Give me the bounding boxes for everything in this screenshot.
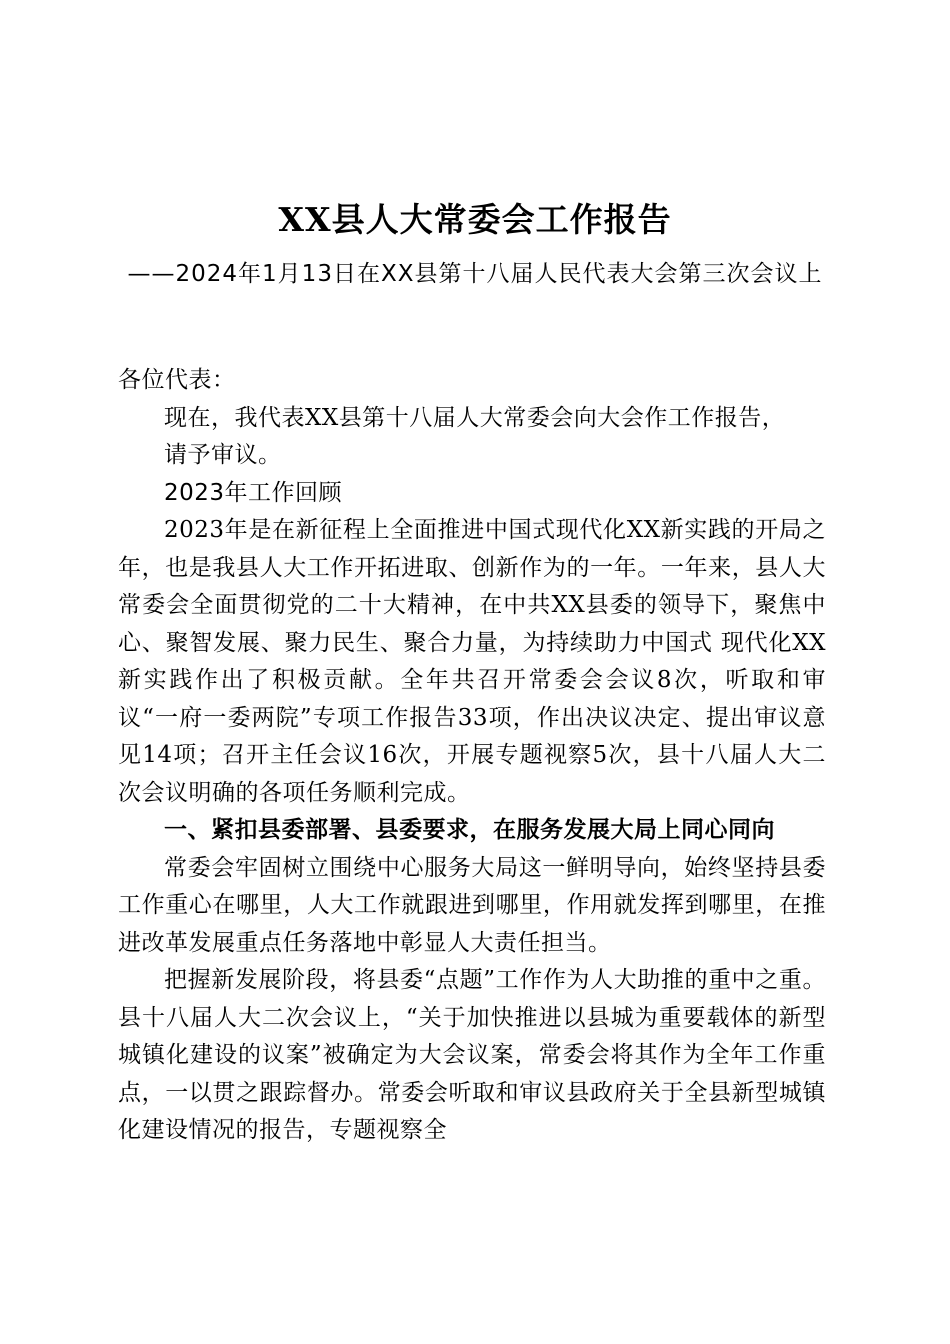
paragraph-request: 请予审议。 xyxy=(164,442,282,468)
section-heading-one: 一、紧扣县委部署、县委要求，在服务发展大局上同心同向 xyxy=(164,817,775,843)
paragraph-urbanization: 把握新发展阶段，将县委“点题”工作作为人大助推的重中之重。县十八届人大二次会议上，“关于加快推进以县城为重要载体的新型城镇化建设的议案”被确定为大会议案，常委会将其作为全年工作重点，一以贯之跟踪督办。常委会听取和审议县政府关于全县新型城镇化建设情况的报告，专题视察全 xyxy=(118,967,826,1143)
document-title: XX县人大常委会工作报告 xyxy=(278,200,672,239)
salutation: 各位代表： xyxy=(118,367,236,393)
paragraph-service: 常委会牢固树立围绕中心服务大局这一鲜明导向，始终坚持县委工作重心在哪里，人大工作就跟进到哪里，作用就发挥到哪里，在推进改革发展重点任务落地中彰显人大责任担当。 xyxy=(118,854,826,956)
document-subtitle: ——2024年1月13日在XX县第十八届人民代表大会第三次会议上 xyxy=(127,261,823,287)
section-heading-review: 2023年工作回顾 xyxy=(164,479,343,506)
paragraph-overview: 2023年是在新征程上全面推进中国式现代化XX新实践的开局之年，也是我县人大工作开拓进取、创新作为的一年。一年来，县人大常委会全面贯彻党的二十大精神，在中共XX县委的领导下，聚焦中心、聚智发展、聚力民生、聚合力量，为持续助力中国式 现代化XX新实践作出了积极贡献。全年共召开常委会会议8次，听取和审议“一府一委两院”专项工作报告33项，作出决议决定、提出审议意见14项；召开主任会议16次，开展专题视察5次，县十八届人大二次会议明确的各项任务顺利完成。 xyxy=(118,517,826,806)
paragraph-intro: 现在，我代表XX县第十八届人大常委会向大会作工作报告， xyxy=(164,404,786,431)
document-body xyxy=(118,362,826,1150)
